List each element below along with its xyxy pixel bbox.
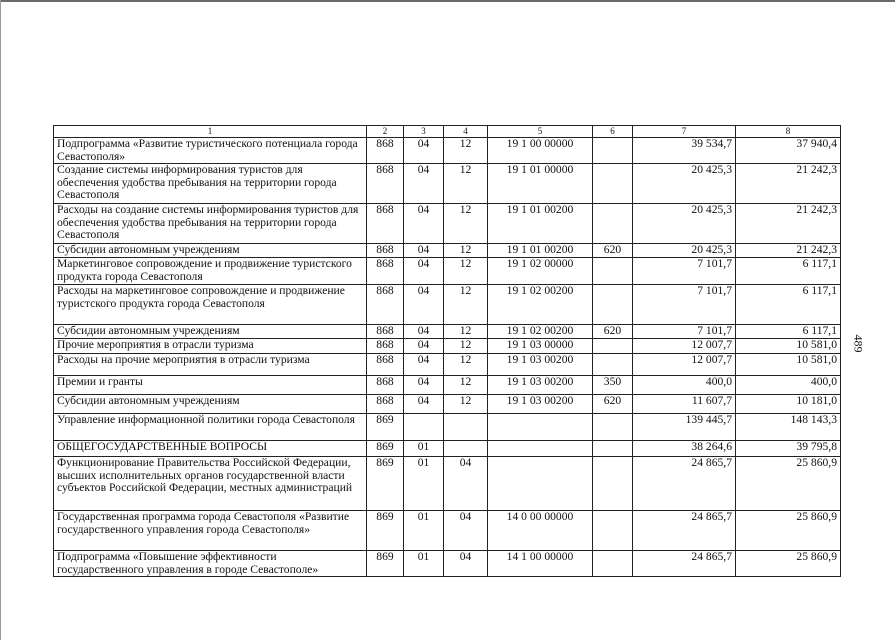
row-col5-cell: 14 0 00 00000 (488, 511, 593, 551)
row-col8-cell: 21 242,3 (736, 164, 841, 204)
row-col8-cell: 37 940,4 (736, 138, 841, 164)
row-col7-cell: 24 865,7 (633, 511, 736, 551)
row-name-cell: Расходы на маркетинговое сопровождение и продвижение туристского продукта города Севастополя (54, 285, 367, 325)
row-col5-cell: 19 1 01 00200 (488, 244, 593, 258)
row-col4-cell (444, 441, 488, 457)
row-name-cell: Функционирование Правительства Российской Федерации, высших исполнительных органов государственной власти субъектов Российской Федерации, местных администраций (54, 457, 367, 511)
row-col7-cell: 20 425,3 (633, 164, 736, 204)
row-col4-cell: 12 (444, 339, 488, 354)
row-name-cell: Маркетинговое сопровождение и продвижение туристского продукта города Севастополя (54, 258, 367, 285)
row-col6-cell (593, 258, 633, 285)
row-col6-cell: 620 (593, 325, 633, 339)
row-col5-cell: 19 1 00 00000 (488, 138, 593, 164)
row-col6-cell: 620 (593, 395, 633, 414)
row-col7-cell: 12 007,7 (633, 354, 736, 376)
row-col7-cell: 24 865,7 (633, 551, 736, 577)
row-col3-cell: 04 (404, 325, 444, 339)
row-col5-cell: 19 1 01 00000 (488, 164, 593, 204)
row-col2-cell: 868 (367, 138, 404, 164)
row-col3-cell: 04 (404, 285, 444, 325)
row-col2-cell: 869 (367, 414, 404, 441)
row-col7-cell: 7 101,7 (633, 258, 736, 285)
row-col7-cell: 24 865,7 (633, 457, 736, 511)
column-header-3: 3 (404, 126, 444, 138)
row-col8-cell: 10 181,0 (736, 395, 841, 414)
row-col8-cell: 21 242,3 (736, 244, 841, 258)
row-col5-cell (488, 414, 593, 441)
left-border-line (0, 0, 1, 640)
row-col8-cell: 6 117,1 (736, 325, 841, 339)
row-col2-cell: 868 (367, 258, 404, 285)
row-col5-cell: 14 1 00 00000 (488, 551, 593, 577)
row-col2-cell: 868 (367, 285, 404, 325)
row-col4-cell: 12 (444, 285, 488, 325)
row-col8-cell: 21 242,3 (736, 204, 841, 244)
column-header-1: 1 (54, 126, 367, 138)
column-header-4: 4 (444, 126, 488, 138)
row-col8-cell: 10 581,0 (736, 339, 841, 354)
row-name-cell: Прочие мероприятия в отрасли туризма (54, 339, 367, 354)
row-col4-cell: 12 (444, 395, 488, 414)
row-name-cell: Подпрограмма «Повышение эффективности государственного управления в городе Севастополе» (54, 551, 367, 577)
row-col4-cell: 04 (444, 511, 488, 551)
row-col4-cell: 12 (444, 325, 488, 339)
table-row (54, 164, 841, 204)
row-name-cell: Государственная программа города Севастополя «Развитие государственного управления города Севастополя» (54, 511, 367, 551)
row-col3-cell: 04 (404, 339, 444, 354)
row-col2-cell: 868 (367, 204, 404, 244)
column-header-6: 6 (593, 126, 633, 138)
table-row (54, 441, 841, 457)
row-col4-cell: 12 (444, 138, 488, 164)
row-col3-cell: 01 (404, 551, 444, 577)
row-name-cell: Расходы на прочие мероприятия в отрасли туризма (54, 354, 367, 376)
row-name-cell: Управление информационной политики города Севастополя (54, 414, 367, 441)
row-col7-cell: 20 425,3 (633, 204, 736, 244)
row-col2-cell: 868 (367, 395, 404, 414)
table-row (54, 258, 841, 285)
row-col4-cell: 04 (444, 457, 488, 511)
row-col8-cell: 25 860,9 (736, 457, 841, 511)
row-name-cell: Премии и гранты (54, 376, 367, 395)
row-name-cell: Субсидии автономным учреждениям (54, 325, 367, 339)
column-header-2: 2 (367, 126, 404, 138)
top-border-line (0, 0, 895, 2)
row-col3-cell: 04 (404, 354, 444, 376)
row-col8-cell: 6 117,1 (736, 285, 841, 325)
row-col3-cell (404, 414, 444, 441)
row-col6-cell: 620 (593, 244, 633, 258)
row-col6-cell (593, 414, 633, 441)
row-col3-cell: 04 (404, 376, 444, 395)
row-col8-cell: 148 143,3 (736, 414, 841, 441)
row-col4-cell (444, 414, 488, 441)
row-col2-cell: 868 (367, 325, 404, 339)
row-col6-cell (593, 457, 633, 511)
row-col6-cell (593, 204, 633, 244)
budget-table (53, 125, 841, 577)
row-name-cell: Субсидии автономным учреждениям (54, 244, 367, 258)
row-col3-cell: 04 (404, 164, 444, 204)
row-col6-cell (593, 138, 633, 164)
row-col2-cell: 868 (367, 376, 404, 395)
row-col5-cell: 19 1 02 00200 (488, 285, 593, 325)
row-col5-cell: 19 1 02 00200 (488, 325, 593, 339)
row-col3-cell: 04 (404, 244, 444, 258)
page-number: 489 (851, 334, 866, 353)
row-col6-cell (593, 339, 633, 354)
table-row (54, 285, 841, 325)
row-col8-cell: 25 860,9 (736, 551, 841, 577)
table-row (54, 457, 841, 511)
row-col2-cell: 868 (367, 244, 404, 258)
table-row (54, 551, 841, 577)
row-col4-cell: 12 (444, 204, 488, 244)
row-name-cell: Создание системы информирования туристов для обеспечения удобства пребывания на территории города Севастополя (54, 164, 367, 204)
row-col6-cell (593, 551, 633, 577)
table-row (54, 325, 841, 339)
row-col3-cell: 04 (404, 258, 444, 285)
row-col3-cell: 04 (404, 395, 444, 414)
row-col7-cell: 38 264,6 (633, 441, 736, 457)
row-col5-cell (488, 457, 593, 511)
row-col4-cell: 12 (444, 164, 488, 204)
row-col6-cell: 350 (593, 376, 633, 395)
table-row (54, 376, 841, 395)
row-col3-cell: 04 (404, 138, 444, 164)
row-col8-cell: 6 117,1 (736, 258, 841, 285)
row-col7-cell: 11 607,7 (633, 395, 736, 414)
row-col6-cell (593, 164, 633, 204)
row-col3-cell: 01 (404, 441, 444, 457)
table-row (54, 511, 841, 551)
row-col5-cell: 19 1 01 00200 (488, 204, 593, 244)
table-header-row (54, 126, 841, 138)
table-row (54, 339, 841, 354)
table-row (54, 244, 841, 258)
row-col6-cell (593, 285, 633, 325)
row-col2-cell: 868 (367, 164, 404, 204)
row-name-cell: Субсидии автономным учреждениям (54, 395, 367, 414)
row-col5-cell: 19 1 03 00200 (488, 395, 593, 414)
row-col7-cell: 400,0 (633, 376, 736, 395)
table-row (54, 414, 841, 441)
row-col4-cell: 04 (444, 551, 488, 577)
row-col2-cell: 869 (367, 551, 404, 577)
row-col4-cell: 12 (444, 376, 488, 395)
row-col7-cell: 39 534,7 (633, 138, 736, 164)
row-col5-cell (488, 441, 593, 457)
row-col5-cell: 19 1 02 00000 (488, 258, 593, 285)
column-header-7: 7 (633, 126, 736, 138)
table-row (54, 138, 841, 164)
row-col4-cell: 12 (444, 354, 488, 376)
row-col7-cell: 20 425,3 (633, 244, 736, 258)
row-col6-cell (593, 354, 633, 376)
row-col4-cell: 12 (444, 258, 488, 285)
row-col7-cell: 7 101,7 (633, 325, 736, 339)
row-col8-cell: 400,0 (736, 376, 841, 395)
column-header-8: 8 (736, 126, 841, 138)
row-col7-cell: 7 101,7 (633, 285, 736, 325)
row-name-cell: Подпрограмма «Развитие туристического потенциала города Севастополя» (54, 138, 367, 164)
row-col2-cell: 869 (367, 511, 404, 551)
row-col6-cell (593, 511, 633, 551)
row-name-cell: Расходы на создание системы информирования туристов для обеспечения удобства пребывания на территории города Севастополя (54, 204, 367, 244)
row-col5-cell: 19 1 03 00200 (488, 376, 593, 395)
row-col8-cell: 25 860,9 (736, 511, 841, 551)
table-row (54, 354, 841, 376)
table-row (54, 395, 841, 414)
row-col7-cell: 12 007,7 (633, 339, 736, 354)
row-col4-cell: 12 (444, 244, 488, 258)
row-col6-cell (593, 441, 633, 457)
row-col2-cell: 868 (367, 354, 404, 376)
row-col2-cell: 869 (367, 441, 404, 457)
row-col3-cell: 04 (404, 204, 444, 244)
row-name-cell: ОБЩЕГОСУДАРСТВЕННЫЕ ВОПРОСЫ (54, 441, 367, 457)
row-col3-cell: 01 (404, 511, 444, 551)
column-header-5: 5 (488, 126, 593, 138)
table-row (54, 204, 841, 244)
row-col7-cell: 139 445,7 (633, 414, 736, 441)
row-col2-cell: 869 (367, 457, 404, 511)
row-col8-cell: 10 581,0 (736, 354, 841, 376)
row-col5-cell: 19 1 03 00000 (488, 339, 593, 354)
row-col5-cell: 19 1 03 00200 (488, 354, 593, 376)
row-col3-cell: 01 (404, 457, 444, 511)
row-col2-cell: 868 (367, 339, 404, 354)
row-col8-cell: 39 795,8 (736, 441, 841, 457)
